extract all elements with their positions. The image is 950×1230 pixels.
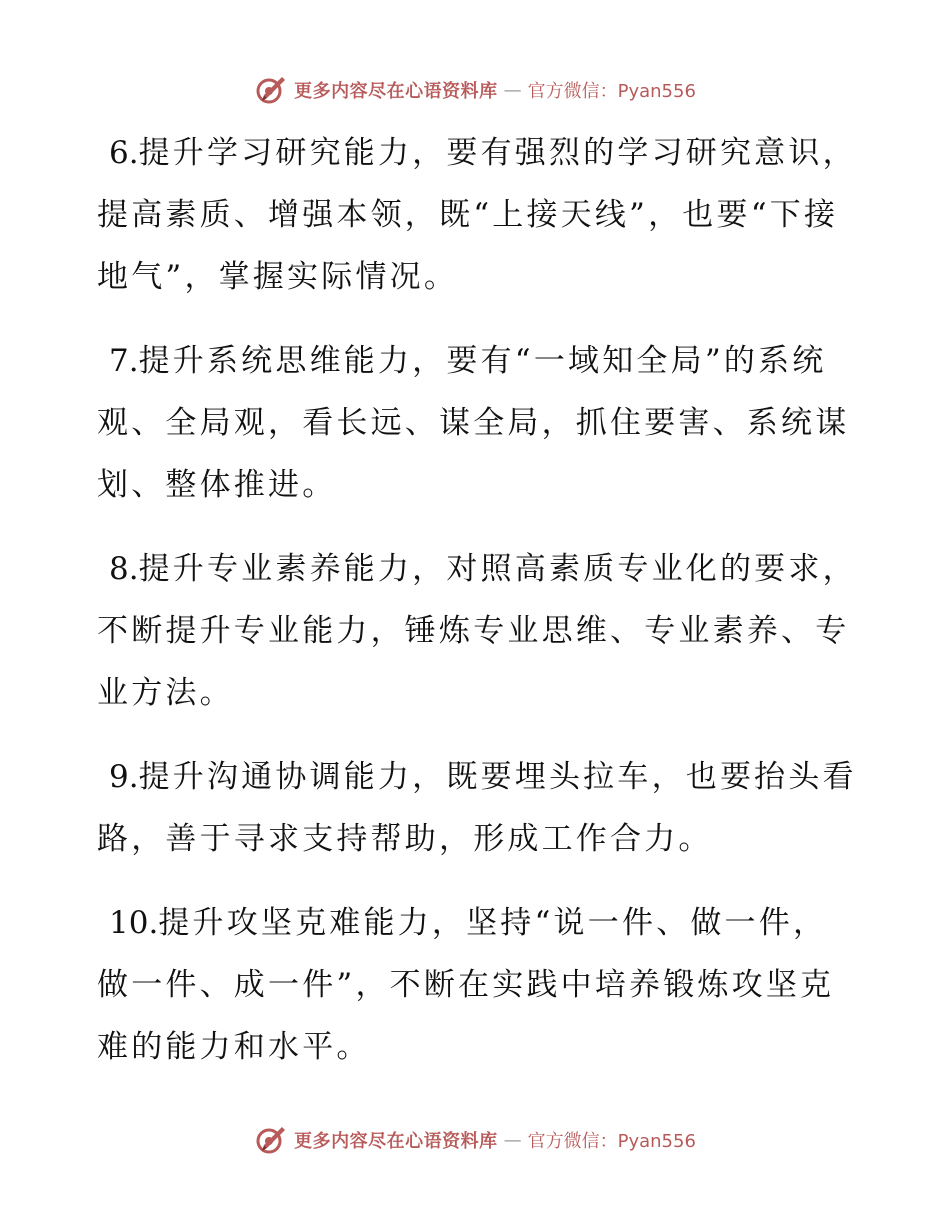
paragraph-number: 10. [109,905,159,941]
pen-circle-logo-icon [254,73,288,107]
footer-contact: 官方微信：Pyan556 [527,1131,696,1152]
paragraph-text: 提升沟通协调能力，既要埋头拉车，也要抬头看路，善于寻求支持帮助，形成工作合力。 [97,759,857,857]
header-contact: 官方微信：Pyan556 [527,81,696,102]
footer-banner [0,1120,950,1160]
footer-separator: — [503,1129,522,1151]
footer-site-name: 更多内容尽在心语资料库 [294,1131,498,1152]
header-separator: — [503,79,522,101]
paragraph-item [97,538,857,724]
paragraph-text: 提升专业素养能力，对照高素质专业化的要求，不断提升专业能力，锤炼专业思维、专业素养、专业方法。 [97,551,857,711]
paragraph-item [97,892,857,1078]
paragraph-item [97,330,857,516]
paragraph-number: 9. [109,759,139,795]
paragraph-number: 8. [109,551,139,587]
header-site-name: 更多内容尽在心语资料库 [294,81,498,102]
paragraph-item [97,122,857,308]
paragraph-item [97,746,857,870]
paragraph-text: 提升学习研究能力，要有强烈的学习研究意识，提高素质、增强本领，既“上接天线”，也要“下接地气”，掌握实际情况。 [97,135,857,295]
paragraph-text: 提升攻坚克难能力，坚持“说一件、做一件，做一件、成一件”，不断在实践中培养锻炼攻坚克难的能力和水平。 [97,905,835,1065]
paragraph-number: 7. [109,343,139,379]
header-banner [0,70,950,110]
paragraph-number: 6. [109,135,139,171]
paragraph-text: 提升系统思维能力，要有“一域知全局”的系统观、全局观，看长远、谋全局，抓住要害、系统谋划、整体推进。 [97,343,850,503]
document-body [97,122,857,1100]
pen-circle-logo-icon [254,1123,288,1157]
